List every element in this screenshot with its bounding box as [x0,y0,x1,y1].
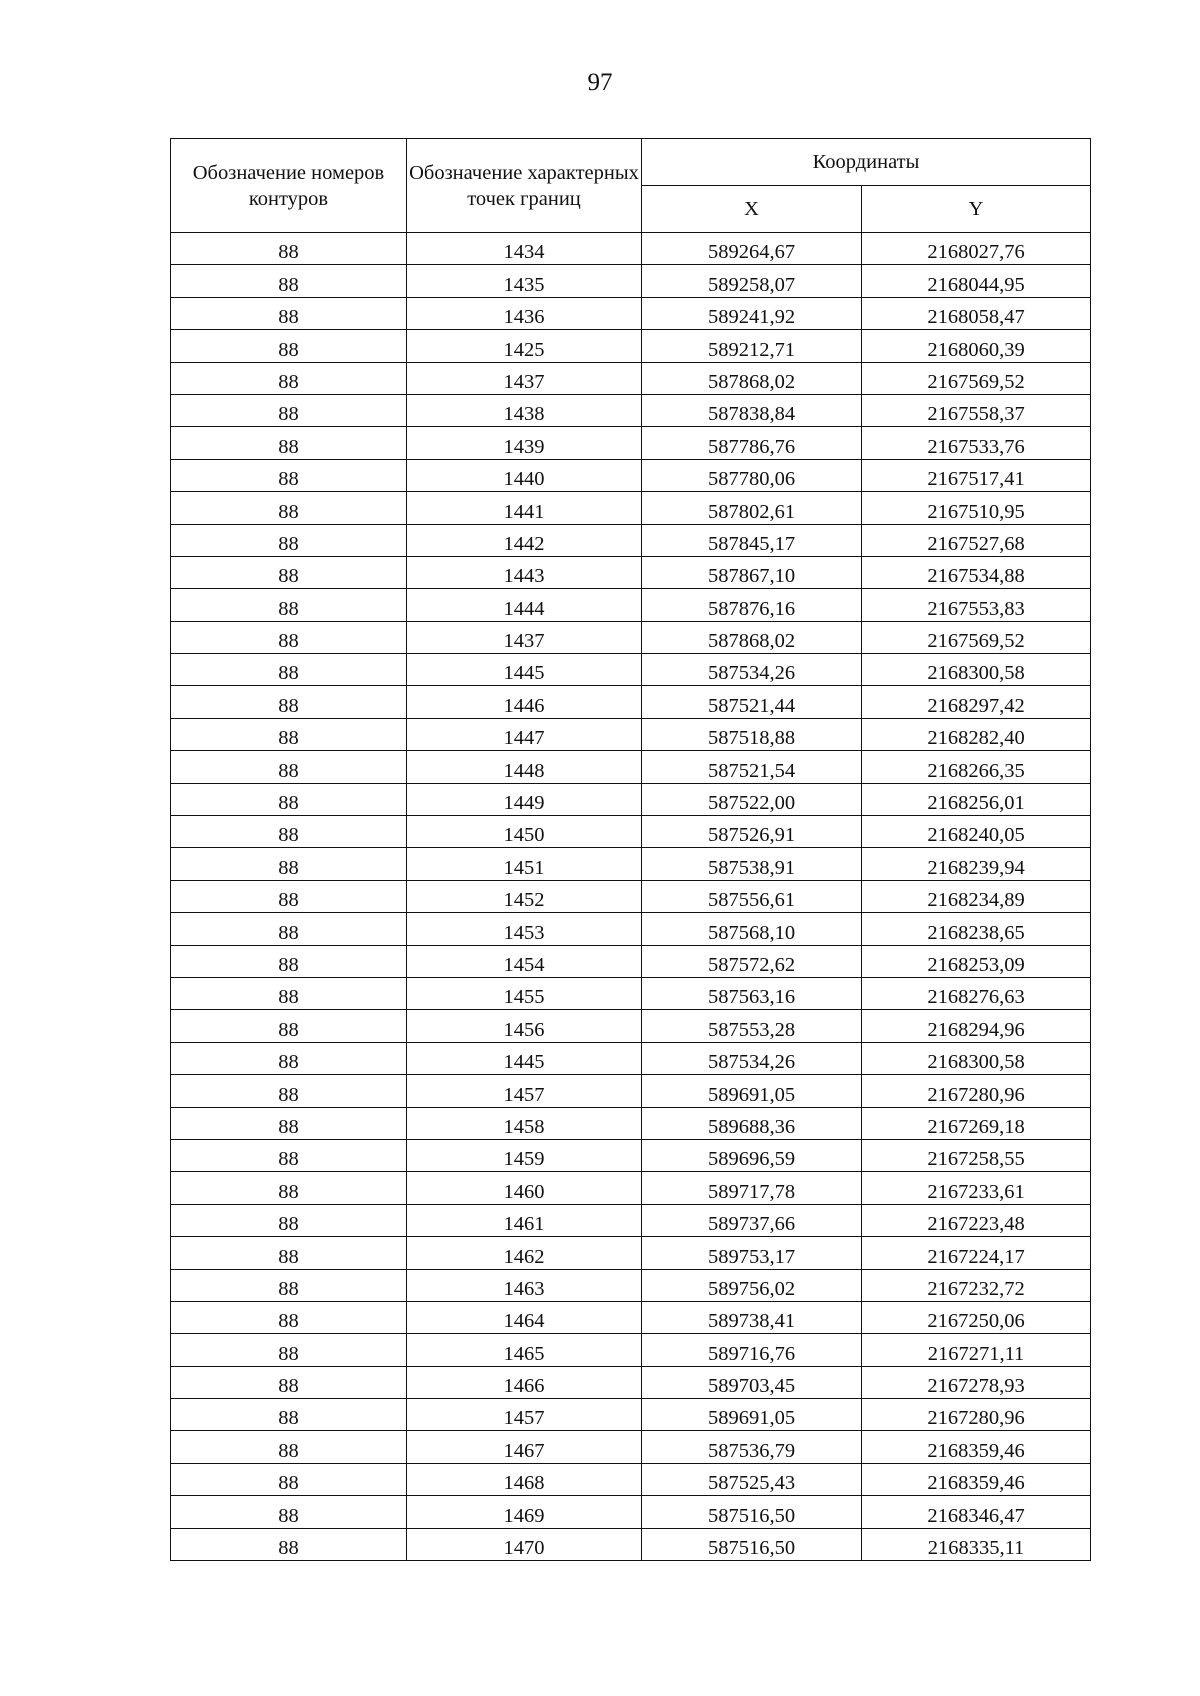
y-coordinate-cell: 2167569,52 [862,362,1091,394]
y-coordinate-cell: 2168058,47 [862,297,1091,329]
y-coordinate-cell: 2167258,55 [862,1139,1091,1171]
contour-number-cell: 88 [171,1172,407,1204]
x-coordinate-cell: 587516,50 [642,1496,862,1528]
x-coordinate-cell: 589738,41 [642,1301,862,1333]
x-coordinate-cell: 589696,59 [642,1139,862,1171]
contour-number-cell: 88 [171,621,407,653]
contour-number-cell: 88 [171,427,407,459]
coordinates-table [170,138,1091,1561]
x-coordinate-cell: 587553,28 [642,1010,862,1042]
y-coordinate-cell: 2167280,96 [862,1399,1091,1431]
contour-number-cell: 88 [171,556,407,588]
point-number-cell: 1445 [407,1042,642,1074]
x-coordinate-cell: 587838,84 [642,394,862,426]
contour-number-cell: 88 [171,718,407,750]
y-coordinate-cell: 2168282,40 [862,718,1091,750]
point-number-cell: 1470 [407,1528,642,1560]
y-coordinate-cell: 2168300,58 [862,654,1091,686]
table-row [171,459,1091,491]
contour-number-cell: 88 [171,977,407,1009]
point-number-cell: 1454 [407,945,642,977]
table-row [171,1139,1091,1171]
table-row [171,848,1091,880]
table-row [171,783,1091,815]
x-coordinate-cell: 589688,36 [642,1107,862,1139]
contour-number-cell: 88 [171,330,407,362]
contour-number-cell: 88 [171,1075,407,1107]
point-number-cell: 1440 [407,459,642,491]
point-number-cell: 1457 [407,1075,642,1107]
point-number-cell: 1467 [407,1431,642,1463]
x-coordinate-cell: 589212,71 [642,330,862,362]
y-coordinate-cell: 2167269,18 [862,1107,1091,1139]
point-number-cell: 1439 [407,427,642,459]
point-number-cell: 1448 [407,751,642,783]
table-row [171,492,1091,524]
x-coordinate-cell: 589264,67 [642,233,862,265]
point-number-cell: 1442 [407,524,642,556]
table-row [171,1107,1091,1139]
point-number-cell: 1460 [407,1172,642,1204]
y-coordinate-cell: 2167223,48 [862,1204,1091,1236]
table-row [171,1366,1091,1398]
x-coordinate-cell: 589737,66 [642,1204,862,1236]
table-row [171,977,1091,1009]
table-row [171,556,1091,588]
contour-number-cell: 88 [171,1237,407,1269]
table-row [171,654,1091,686]
point-number-cell: 1459 [407,1139,642,1171]
point-number-cell: 1455 [407,977,642,1009]
x-coordinate-cell: 587563,16 [642,977,862,1009]
contour-number-cell: 88 [171,1204,407,1236]
header-x: X [642,186,862,233]
x-coordinate-cell: 587516,50 [642,1528,862,1560]
x-coordinate-cell: 589241,92 [642,297,862,329]
table-row [171,1010,1091,1042]
header-y: Y [862,186,1091,233]
point-number-cell: 1469 [407,1496,642,1528]
x-coordinate-cell: 589691,05 [642,1399,862,1431]
contour-number-cell: 88 [171,233,407,265]
y-coordinate-cell: 2167517,41 [862,459,1091,491]
y-coordinate-cell: 2168239,94 [862,848,1091,880]
contour-number-cell: 88 [171,783,407,815]
point-number-cell: 1434 [407,233,642,265]
contour-number-cell: 88 [171,913,407,945]
table-row [171,1269,1091,1301]
y-coordinate-cell: 2168238,65 [862,913,1091,945]
table-row [171,1334,1091,1366]
x-coordinate-cell: 587525,43 [642,1463,862,1495]
point-number-cell: 1437 [407,621,642,653]
table-row [171,1399,1091,1431]
point-number-cell: 1458 [407,1107,642,1139]
table-row [171,1431,1091,1463]
contour-number-cell: 88 [171,880,407,912]
contour-number-cell: 88 [171,848,407,880]
x-coordinate-cell: 587518,88 [642,718,862,750]
x-coordinate-cell: 587868,02 [642,362,862,394]
x-coordinate-cell: 587568,10 [642,913,862,945]
table-row [171,1496,1091,1528]
x-coordinate-cell: 587868,02 [642,621,862,653]
point-number-cell: 1449 [407,783,642,815]
y-coordinate-cell: 2168297,42 [862,686,1091,718]
x-coordinate-cell: 587526,91 [642,816,862,848]
table-row [171,297,1091,329]
x-coordinate-cell: 587522,00 [642,783,862,815]
point-number-cell: 1465 [407,1334,642,1366]
point-number-cell: 1468 [407,1463,642,1495]
y-coordinate-cell: 2168253,09 [862,945,1091,977]
contour-number-cell: 88 [171,1496,407,1528]
header-coordinates: Координаты [642,139,1091,186]
y-coordinate-cell: 2167250,06 [862,1301,1091,1333]
y-coordinate-cell: 2168359,46 [862,1463,1091,1495]
header-boundary-point: Обозначение характерных точек границ [407,139,642,233]
contour-number-cell: 88 [171,265,407,297]
x-coordinate-cell: 587521,44 [642,686,862,718]
x-coordinate-cell: 589717,78 [642,1172,862,1204]
table-row [171,621,1091,653]
table-row [171,362,1091,394]
y-coordinate-cell: 2168300,58 [862,1042,1091,1074]
table-row [171,394,1091,426]
y-coordinate-cell: 2168359,46 [862,1431,1091,1463]
table-row [171,945,1091,977]
point-number-cell: 1457 [407,1399,642,1431]
y-coordinate-cell: 2168234,89 [862,880,1091,912]
table-row [171,913,1091,945]
y-coordinate-cell: 2168346,47 [862,1496,1091,1528]
y-coordinate-cell: 2167271,11 [862,1334,1091,1366]
point-number-cell: 1456 [407,1010,642,1042]
x-coordinate-cell: 587786,76 [642,427,862,459]
x-coordinate-cell: 587876,16 [642,589,862,621]
table-row [171,1172,1091,1204]
point-number-cell: 1462 [407,1237,642,1269]
x-coordinate-cell: 589756,02 [642,1269,862,1301]
table-row [171,686,1091,718]
contour-number-cell: 88 [171,524,407,556]
x-coordinate-cell: 589703,45 [642,1366,862,1398]
contour-number-cell: 88 [171,654,407,686]
contour-number-cell: 88 [171,816,407,848]
y-coordinate-cell: 2167233,61 [862,1172,1091,1204]
x-coordinate-cell: 587521,54 [642,751,862,783]
point-number-cell: 1453 [407,913,642,945]
point-number-cell: 1435 [407,265,642,297]
point-number-cell: 1461 [407,1204,642,1236]
y-coordinate-cell: 2168294,96 [862,1010,1091,1042]
y-coordinate-cell: 2167224,17 [862,1237,1091,1269]
point-number-cell: 1452 [407,880,642,912]
x-coordinate-cell: 587845,17 [642,524,862,556]
table-row [171,1237,1091,1269]
contour-number-cell: 88 [171,686,407,718]
header-contour-number: Обозначение номеров контуров [171,139,407,233]
point-number-cell: 1443 [407,556,642,588]
y-coordinate-cell: 2168266,35 [862,751,1091,783]
contour-number-cell: 88 [171,1463,407,1495]
y-coordinate-cell: 2168256,01 [862,783,1091,815]
point-number-cell: 1446 [407,686,642,718]
y-coordinate-cell: 2168060,39 [862,330,1091,362]
point-number-cell: 1438 [407,394,642,426]
contour-number-cell: 88 [171,362,407,394]
x-coordinate-cell: 589753,17 [642,1237,862,1269]
y-coordinate-cell: 2167232,72 [862,1269,1091,1301]
y-coordinate-cell: 2167533,76 [862,427,1091,459]
contour-number-cell: 88 [171,1431,407,1463]
table-row [171,1204,1091,1236]
table-row [171,1075,1091,1107]
contour-number-cell: 88 [171,297,407,329]
contour-number-cell: 88 [171,589,407,621]
y-coordinate-cell: 2168276,63 [862,977,1091,1009]
point-number-cell: 1425 [407,330,642,362]
point-number-cell: 1447 [407,718,642,750]
y-coordinate-cell: 2168044,95 [862,265,1091,297]
point-number-cell: 1444 [407,589,642,621]
table-row [171,816,1091,848]
contour-number-cell: 88 [171,945,407,977]
x-coordinate-cell: 587572,62 [642,945,862,977]
point-number-cell: 1437 [407,362,642,394]
contour-number-cell: 88 [171,394,407,426]
y-coordinate-cell: 2167569,52 [862,621,1091,653]
contour-number-cell: 88 [171,1301,407,1333]
x-coordinate-cell: 587538,91 [642,848,862,880]
table-row [171,233,1091,265]
table-row [171,1528,1091,1560]
point-number-cell: 1464 [407,1301,642,1333]
y-coordinate-cell: 2168335,11 [862,1528,1091,1560]
point-number-cell: 1463 [407,1269,642,1301]
y-coordinate-cell: 2167278,93 [862,1366,1091,1398]
point-number-cell: 1445 [407,654,642,686]
contour-number-cell: 88 [171,1010,407,1042]
x-coordinate-cell: 587536,79 [642,1431,862,1463]
point-number-cell: 1466 [407,1366,642,1398]
contour-number-cell: 88 [171,1528,407,1560]
x-coordinate-cell: 587867,10 [642,556,862,588]
y-coordinate-cell: 2167558,37 [862,394,1091,426]
contour-number-cell: 88 [171,1366,407,1398]
y-coordinate-cell: 2167510,95 [862,492,1091,524]
contour-number-cell: 88 [171,751,407,783]
contour-number-cell: 88 [171,492,407,524]
y-coordinate-cell: 2168027,76 [862,233,1091,265]
y-coordinate-cell: 2168240,05 [862,816,1091,848]
contour-number-cell: 88 [171,1269,407,1301]
x-coordinate-cell: 589691,05 [642,1075,862,1107]
point-number-cell: 1436 [407,297,642,329]
table-row [171,330,1091,362]
table-row [171,589,1091,621]
contour-number-cell: 88 [171,1107,407,1139]
table-row [171,751,1091,783]
point-number-cell: 1441 [407,492,642,524]
contour-number-cell: 88 [171,1042,407,1074]
x-coordinate-cell: 587534,26 [642,1042,862,1074]
y-coordinate-cell: 2167553,83 [862,589,1091,621]
table-row [171,880,1091,912]
y-coordinate-cell: 2167280,96 [862,1075,1091,1107]
x-coordinate-cell: 589716,76 [642,1334,862,1366]
x-coordinate-cell: 587556,61 [642,880,862,912]
x-coordinate-cell: 587780,06 [642,459,862,491]
table-row [171,1042,1091,1074]
table-body [171,233,1091,1561]
point-number-cell: 1451 [407,848,642,880]
x-coordinate-cell: 587534,26 [642,654,862,686]
table-row [171,524,1091,556]
contour-number-cell: 88 [171,1139,407,1171]
y-coordinate-cell: 2167534,88 [862,556,1091,588]
point-number-cell: 1450 [407,816,642,848]
page-number: 97 [587,69,613,96]
table-row [171,427,1091,459]
table-row [171,718,1091,750]
contour-number-cell: 88 [171,1399,407,1431]
contour-number-cell: 88 [171,1334,407,1366]
contour-number-cell: 88 [171,459,407,491]
table-row [171,1463,1091,1495]
table-header [171,139,1091,233]
table-row [171,1301,1091,1333]
y-coordinate-cell: 2167527,68 [862,524,1091,556]
x-coordinate-cell: 587802,61 [642,492,862,524]
x-coordinate-cell: 589258,07 [642,265,862,297]
table-row [171,265,1091,297]
